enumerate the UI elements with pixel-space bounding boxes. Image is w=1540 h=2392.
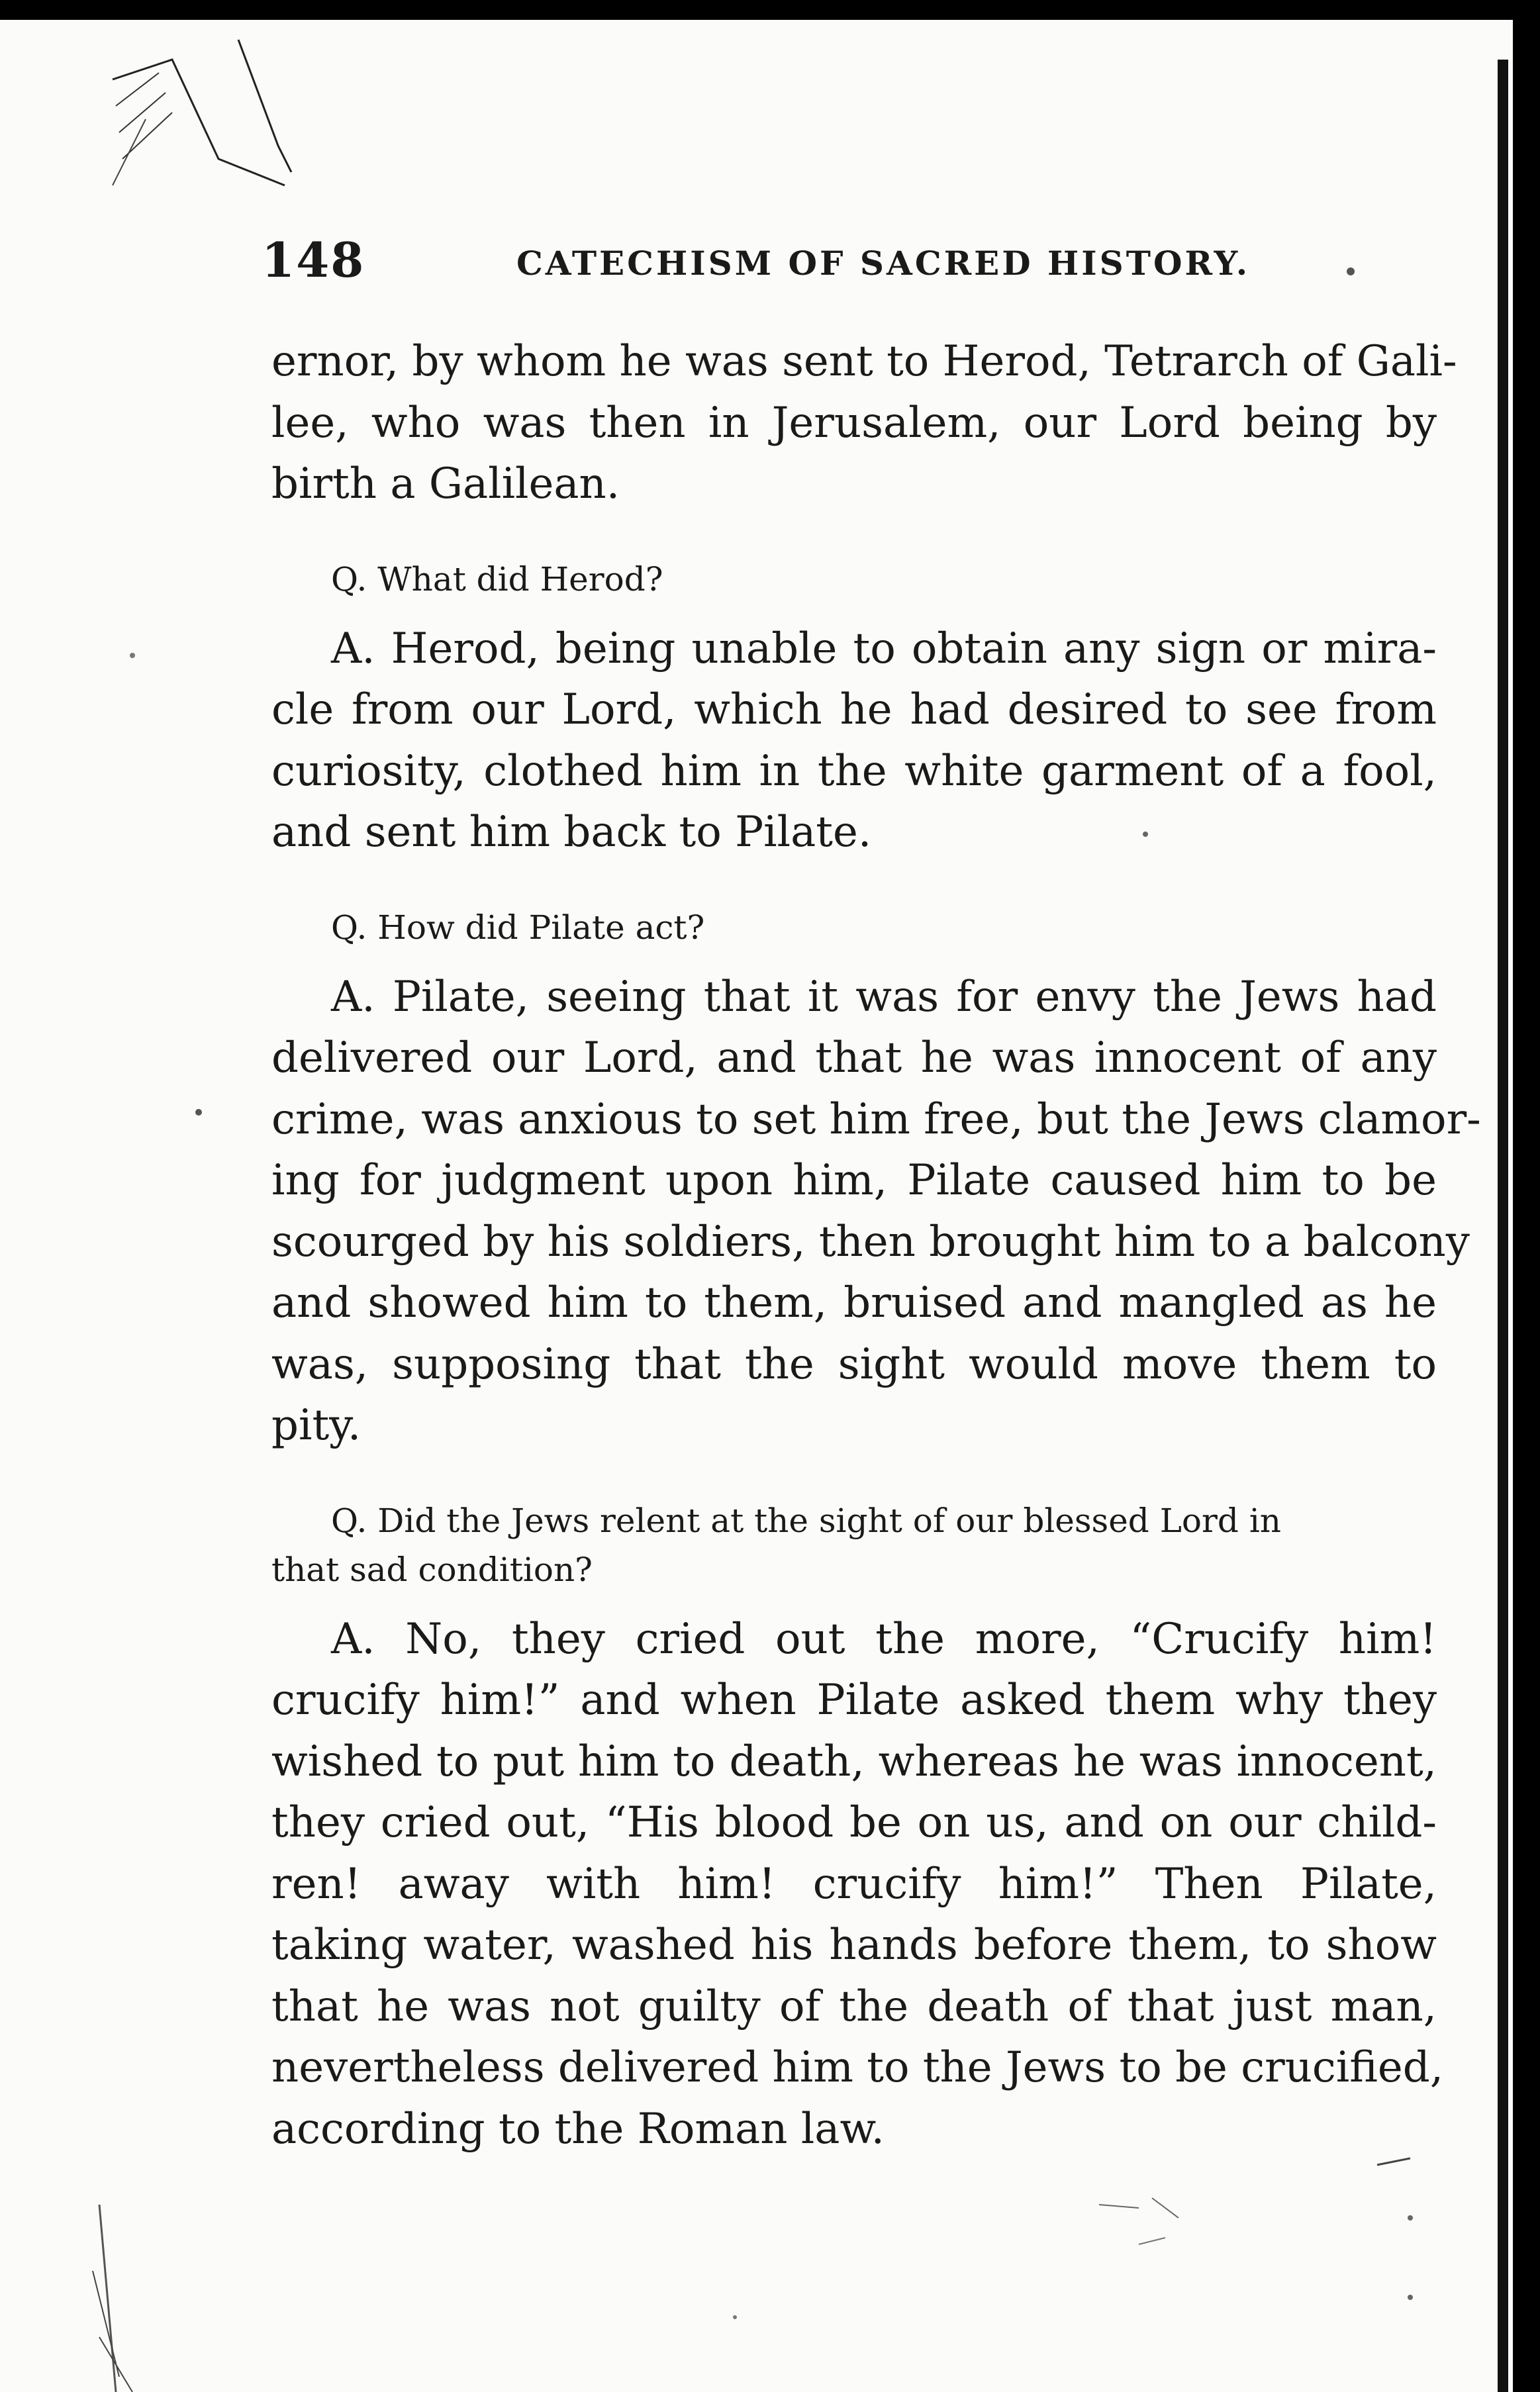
text-line: ren! away with him! crucify him!” Then Pilate,	[271, 1859, 1437, 1909]
page-edge-shadow	[1498, 60, 1508, 2392]
text-line: wished to put him to death, whereas he was innocent,	[271, 1737, 1437, 1786]
text-line: was, supposing that the sight would move them to	[271, 1339, 1437, 1389]
question-2	[271, 903, 1437, 952]
text-line: they cried out, “His blood be on us, and on our child-	[271, 1798, 1437, 1847]
text-line: and sent him back to Pilate.	[271, 808, 872, 857]
text-line: that he was not guilty of the death of that just man,	[271, 1982, 1437, 2031]
question-line: that sad condition?	[271, 1550, 593, 1589]
running-title: CATECHISM OF SACRED HISTORY.	[516, 244, 1251, 283]
question-1	[271, 555, 1437, 604]
text-line: A. No, they cried out the more, “Crucify him!	[331, 1614, 1437, 1664]
question-line: Q. How did Pilate act?	[331, 908, 705, 947]
text-line: crime, was anxious to set him free, but the Jews clamor-	[271, 1094, 1481, 1144]
text-line: delivered our Lord, and that he was innocent of any	[271, 1033, 1437, 1082]
answer-1	[271, 618, 1437, 863]
text-line: taking water, washed his hands before them, to show	[271, 1921, 1437, 1970]
answer-2	[271, 967, 1481, 1457]
text-line: crucify him!” and when Pilate asked them why they	[271, 1676, 1437, 1725]
continuation-paragraph	[271, 331, 1457, 515]
text-line: ernor, by whom he was sent to Herod, Tetrarch of Gali-	[271, 337, 1457, 386]
book-page	[0, 20, 1513, 2392]
text-line: cle from our Lord, which he had desired to see from	[271, 685, 1437, 734]
running-head	[262, 232, 1420, 298]
answer-3	[271, 1609, 1444, 2160]
text-line: curiosity, clothed him in the white garment of a fool,	[271, 746, 1437, 796]
text-line: birth a Galilean.	[271, 459, 620, 508]
text-line: according to the Roman law.	[271, 2104, 885, 2154]
text-line: and showed him to them, bruised and mangled as he	[271, 1278, 1437, 1327]
text-line: A. Herod, being unable to obtain any sign or mira-	[331, 624, 1437, 673]
text-line: ing for judgment upon him, Pilate caused him to be	[271, 1156, 1437, 1205]
text-line: scourged by his soldiers, then brought him to a balcony	[271, 1217, 1470, 1267]
text-line: nevertheless delivered him to the Jews to be crucified,	[271, 2043, 1444, 2092]
text-line: lee, who was then in Jerusalem, our Lord being by	[271, 398, 1437, 448]
page-body	[271, 331, 1481, 2160]
question-line: Q. Did the Jews relent at the sight of our blessed Lord in	[331, 1501, 1282, 1540]
text-line: pity.	[271, 1401, 361, 1450]
page-number: 148	[262, 232, 365, 288]
question-3	[271, 1496, 1437, 1594]
question-line: Q. What did Herod?	[331, 559, 663, 598]
text-line: A. Pilate, seeing that it was for envy the Jews had	[331, 972, 1437, 1022]
